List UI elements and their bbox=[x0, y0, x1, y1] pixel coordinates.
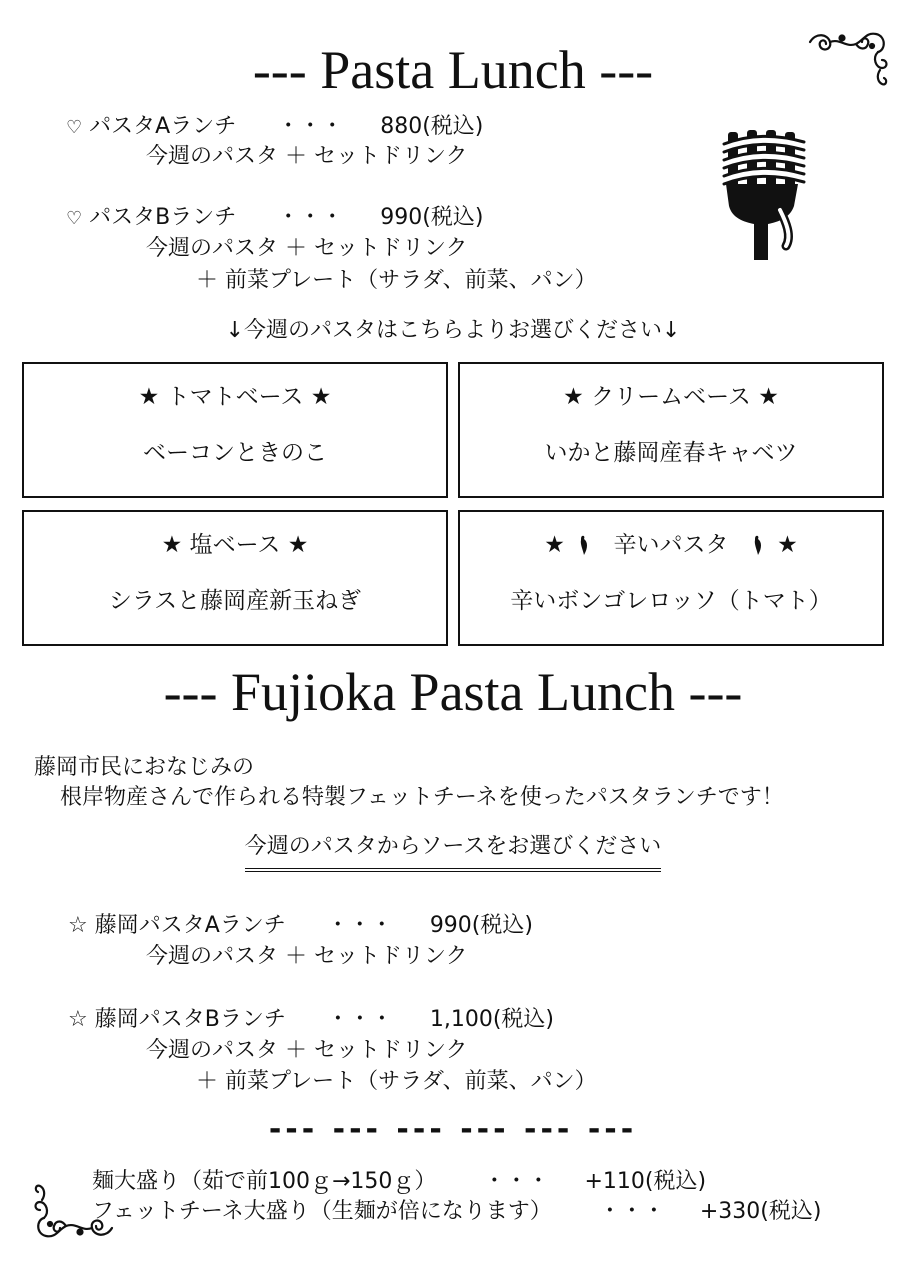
base-box-salt bbox=[22, 510, 448, 646]
base-heading: ★ トマトベース ★ bbox=[138, 384, 332, 410]
pasta-a-desc: 今週のパスタ ＋ セットドリンク bbox=[146, 144, 468, 169]
fujioka-lunch-title: --- Fujioka Pasta Lunch --- bbox=[163, 662, 743, 722]
option-row bbox=[92, 1167, 706, 1197]
base-dish: 辛いボンゴレロッソ（トマト） bbox=[510, 588, 832, 614]
base-dish: シラスと藤岡産新玉ねぎ bbox=[108, 588, 362, 614]
base-box-cream bbox=[458, 362, 884, 498]
choose-sauce: 今週のパスタからソースをお選びください bbox=[245, 832, 661, 872]
fujioka-b-desc2: ＋ 前菜プレート（サラダ、前菜、パン） bbox=[196, 1069, 597, 1094]
pasta-a-name: パスタAランチ bbox=[89, 114, 237, 139]
pasta-b-desc2: ＋ 前菜プレート（サラダ、前菜、パン） bbox=[196, 268, 597, 293]
choose-sauce-wrap bbox=[0, 832, 906, 872]
chili-icon bbox=[578, 534, 590, 556]
base-heading: ★ 塩ベース ★ bbox=[161, 532, 309, 558]
pasta-b-desc: 今週のパスタ ＋ セットドリンク bbox=[146, 236, 468, 261]
fork-pasta-icon bbox=[720, 126, 810, 262]
fujioka-a-desc: 今週のパスタ ＋ セットドリンク bbox=[146, 944, 468, 969]
heart-icon: ♡ bbox=[66, 208, 83, 229]
pasta-b-line bbox=[66, 203, 483, 234]
section-separator: --- --- --- --- --- --- bbox=[268, 1112, 638, 1147]
base-box-spicy bbox=[458, 510, 884, 646]
choose-note: ↓今週のパスタはこちらよりお選びください↓ bbox=[225, 318, 681, 343]
intro-line-2: 根岸物産さんで作られる特製フェットチーネを使ったパスタランチです！ bbox=[60, 785, 784, 810]
option-price: +110(税込) bbox=[584, 1169, 707, 1194]
star-icon: ☆ bbox=[68, 913, 88, 938]
star-icon: ☆ bbox=[68, 1007, 88, 1032]
fujioka-a-line bbox=[68, 911, 533, 941]
pasta-a-dots: ・・・ bbox=[277, 114, 344, 139]
star-icon: ★ bbox=[777, 532, 798, 558]
star-icon: ★ bbox=[544, 532, 565, 558]
spicy-heading-label: 辛いパスタ bbox=[613, 532, 729, 558]
option-label: フェットチーネ大盛り（生麺が倍になります） bbox=[92, 1199, 552, 1224]
pasta-b-price: 990(税込) bbox=[380, 205, 484, 230]
fujioka-a-price: 990(税込) bbox=[429, 913, 533, 938]
base-heading: ★ クリームベース ★ bbox=[563, 384, 779, 410]
pasta-a-price: 880(税込) bbox=[380, 114, 484, 139]
fujioka-b-price: 1,100(税込) bbox=[429, 1007, 554, 1032]
pasta-lunch-title: --- Pasta Lunch --- bbox=[252, 40, 654, 100]
pasta-b-name: パスタBランチ bbox=[89, 205, 237, 230]
option-label: 麺大盛り（茹で前100ｇ→150ｇ） bbox=[92, 1169, 437, 1194]
fujioka-b-line bbox=[68, 1005, 554, 1035]
pasta-b-dots: ・・・ bbox=[277, 205, 344, 230]
fujioka-a-dots: ・・・ bbox=[326, 913, 393, 938]
option-row bbox=[92, 1197, 821, 1227]
base-box-tomato bbox=[22, 362, 448, 498]
intro-line-1: 藤岡市民におなじみの bbox=[34, 755, 255, 780]
fujioka-b-desc: 今週のパスタ ＋ セットドリンク bbox=[146, 1038, 468, 1063]
base-dish: いかと藤岡産春キャベツ bbox=[544, 440, 798, 466]
base-dish: ベーコンときのこ bbox=[143, 440, 327, 466]
fujioka-a-name: 藤岡パスタAランチ bbox=[94, 913, 286, 938]
chili-icon bbox=[752, 534, 764, 556]
fujioka-b-dots: ・・・ bbox=[326, 1007, 393, 1032]
heart-icon: ♡ bbox=[66, 117, 83, 138]
option-price: +330(税込) bbox=[699, 1199, 822, 1224]
option-dots: ・・・ bbox=[598, 1199, 665, 1224]
option-dots: ・・・ bbox=[483, 1169, 550, 1194]
fujioka-b-name: 藤岡パスタBランチ bbox=[94, 1007, 286, 1032]
base-heading bbox=[460, 526, 882, 559]
pasta-a-line bbox=[66, 112, 483, 143]
